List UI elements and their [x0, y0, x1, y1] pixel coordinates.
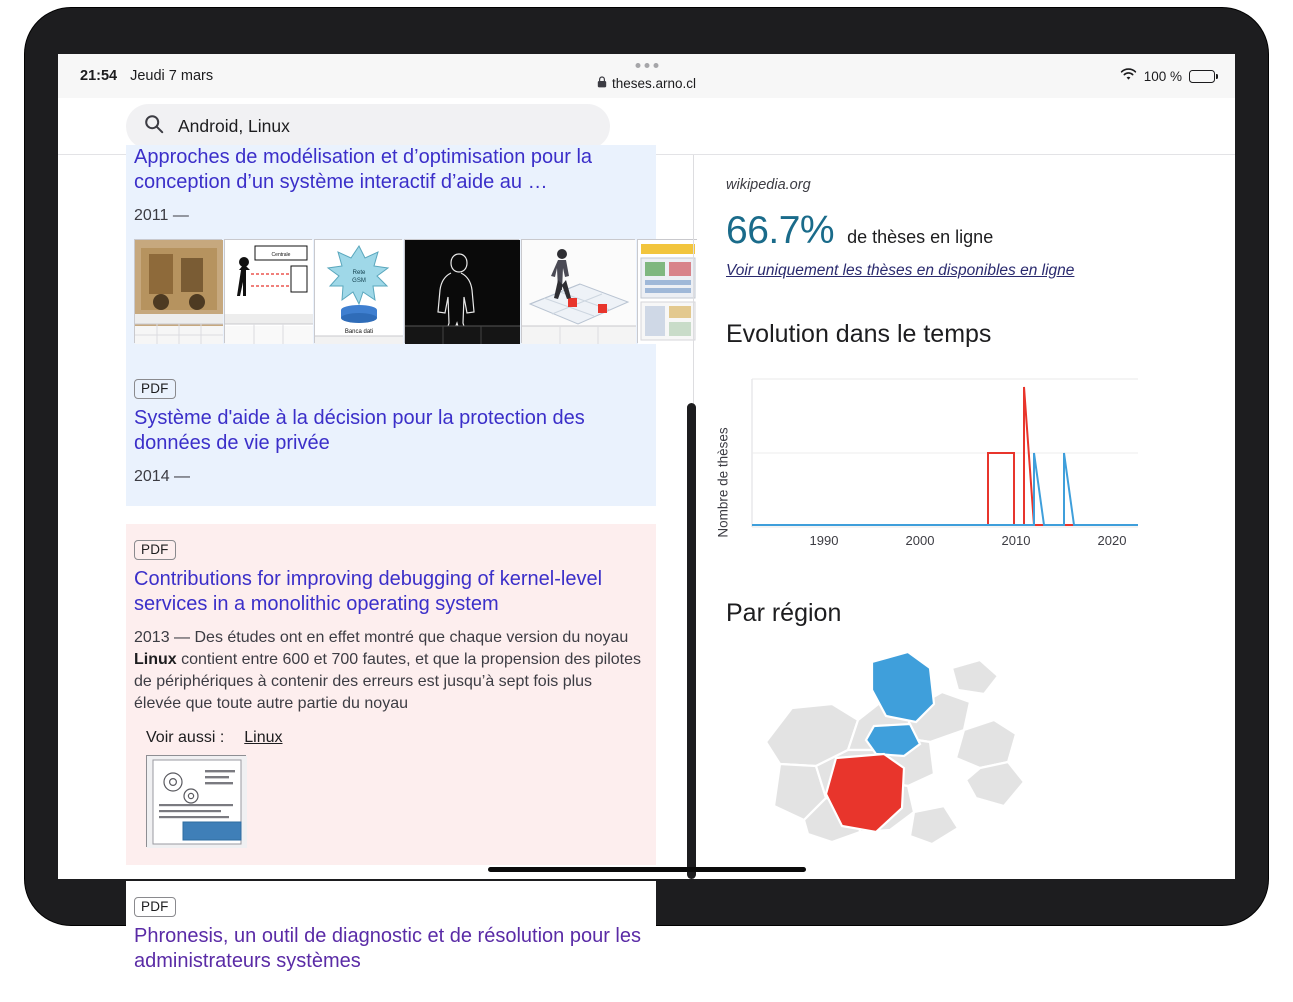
- result-thumbnail[interactable]: [134, 239, 222, 343]
- chart-xtick-2020: 2020: [1097, 533, 1127, 548]
- search-input-value: Android, Linux: [178, 115, 290, 136]
- battery-label: 100 %: [1143, 68, 1182, 84]
- tab-dot: [644, 63, 649, 68]
- map-region-bourgogne-franche-comte: [866, 724, 920, 756]
- snippet-prefix: 2013 — Des études ont en effet montré que chaque version du noyau: [134, 629, 629, 646]
- tab-dot: [635, 63, 640, 68]
- snippet-keyword: Linux: [134, 651, 177, 668]
- tab-dots-icon[interactable]: [635, 63, 658, 68]
- see-also-label: Voir aussi :: [146, 729, 225, 746]
- online-percentage-row: [726, 209, 1148, 253]
- results-gap: [126, 506, 676, 524]
- tablet-screen: [58, 54, 1235, 972]
- chart-y-axis-label: Nombre de thèses: [715, 427, 731, 538]
- see-also-link-linux[interactable]: Linux: [244, 729, 283, 746]
- online-percentage-label: de thèses en ligne: [847, 227, 994, 247]
- result-thumbnail[interactable]: [404, 239, 519, 343]
- result-snippet: [134, 627, 642, 715]
- result-thumbnail[interactable]: [521, 239, 635, 343]
- result-title[interactable]: Phronesis, un outil de diagnostic et de résolution pour les administrateurs systèmes: [134, 925, 641, 972]
- result-title[interactable]: Approches de modélisation et d’optimisation pour la conception d’un système interactif d’aide au …: [134, 146, 593, 193]
- result-thumbnail[interactable]: [224, 239, 312, 343]
- result-thumbnail[interactable]: [314, 239, 402, 343]
- ios-status-bar: [58, 54, 1235, 98]
- results-gap: [126, 865, 676, 881]
- document-thumbnail[interactable]: [146, 755, 246, 847]
- page-content: [58, 146, 1235, 972]
- result-meta: 2014 —: [134, 468, 191, 485]
- snippet-suffix: contient entre 600 et 700 fautes, et que la propension des pilotes de périphériques à contenir des erreurs est jusqu’à sept fois plus élevée que toute autre partie du noyau: [134, 651, 641, 712]
- search-icon: [144, 114, 164, 139]
- region-map[interactable]: [708, 646, 1148, 856]
- list-item[interactable]: [126, 881, 656, 1002]
- chart-series-blue: [752, 453, 1138, 525]
- evolution-chart: [715, 379, 1138, 559]
- address-bar[interactable]: [58, 76, 1235, 91]
- svg-text:Rete: Rete: [352, 270, 366, 276]
- pdf-badge: PDF: [134, 897, 176, 917]
- section-heading-evolution: Evolution dans le temps: [726, 320, 992, 348]
- battery-icon: [1189, 70, 1215, 83]
- list-item[interactable]: [126, 145, 656, 363]
- list-item[interactable]: [126, 524, 656, 865]
- svg-text:Banca dati: Banca dati: [344, 329, 374, 335]
- source-note: wikipedia.org: [726, 177, 811, 193]
- result-meta: 2011 —: [134, 207, 189, 224]
- chart-xtick-2000: 2000: [905, 533, 935, 548]
- list-item[interactable]: [126, 363, 656, 506]
- pdf-badge: PDF: [134, 379, 176, 399]
- vertical-scrollbar[interactable]: [687, 403, 696, 879]
- chart-xtick-2010: 2010: [1001, 533, 1031, 548]
- wifi-icon: [1120, 68, 1137, 84]
- lock-icon: [597, 76, 607, 91]
- see-also-row: [146, 729, 642, 747]
- address-bar-url: theses.arno.cl: [611, 76, 697, 91]
- chart-canvas: [752, 379, 1138, 559]
- status-bar-right: [1120, 54, 1215, 98]
- tab-dot: [653, 63, 658, 68]
- svg-text:GSM: GSM: [352, 278, 366, 284]
- result-title[interactable]: Système d'aide à la décision pour la protection des données de vie privée: [134, 407, 585, 454]
- pdf-badge: PDF: [134, 540, 176, 560]
- svg-text:Centrale: Centrale: [271, 252, 291, 258]
- status-time: 21:54: [80, 68, 118, 84]
- result-title[interactable]: Contributions for improving debugging of kernel-level services in a monolithic operating system: [134, 568, 603, 615]
- tablet-device-frame: [25, 8, 1268, 972]
- section-heading-region: Par région: [726, 599, 842, 627]
- search-input[interactable]: [126, 104, 610, 149]
- filter-online-only-link[interactable]: Voir uniquement les thèses en disponibles en ligne: [726, 262, 1075, 279]
- result-thumbnail[interactable]: [637, 239, 697, 343]
- online-percentage-value: 66.7%: [726, 209, 835, 252]
- result-thumbnail-strip[interactable]: [134, 239, 656, 343]
- chart-series-red: [752, 387, 1138, 525]
- stats-panel: [708, 155, 1148, 856]
- results-list: [58, 146, 676, 972]
- chart-xtick-1990: 1990: [809, 533, 839, 548]
- status-date: Jeudi 7 mars: [130, 68, 214, 84]
